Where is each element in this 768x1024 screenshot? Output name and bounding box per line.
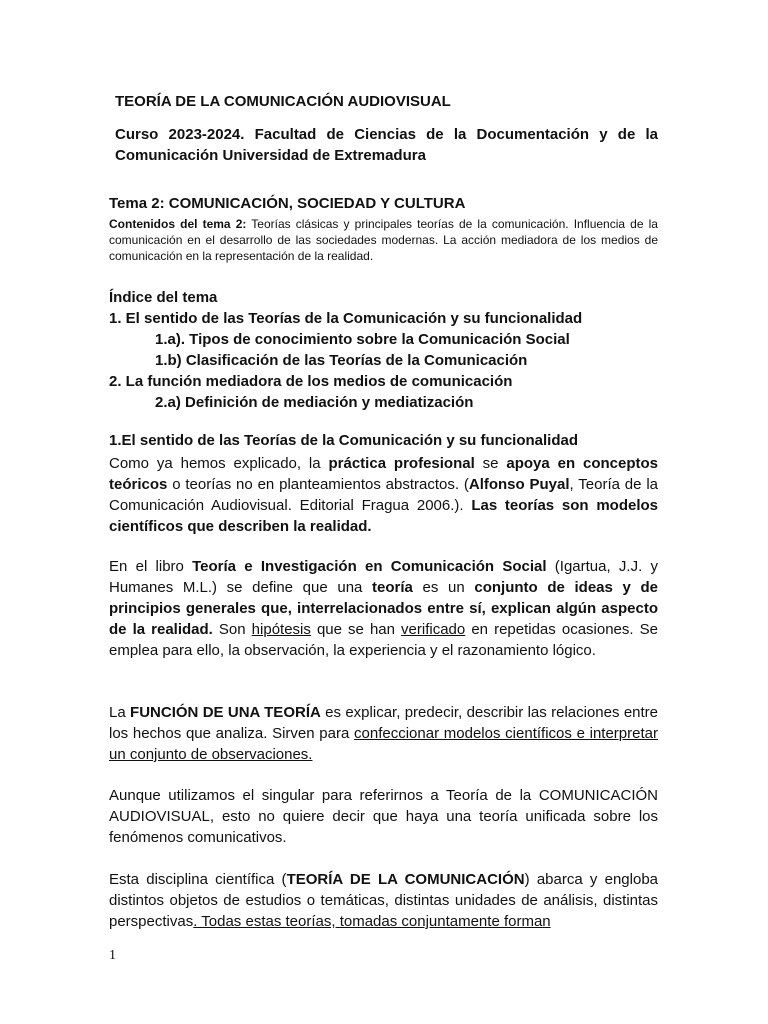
index-item: 2.a) Definición de mediación y mediatización: [155, 394, 474, 411]
bold-run: Alfonso Puyal: [468, 476, 570, 493]
underlined-run: verificado: [401, 621, 466, 638]
text-run: es un: [412, 579, 475, 596]
underlined-run: confeccionar modelos científicos e interpretar un conjunto de observaciones.: [109, 725, 658, 763]
text-run: Esta disciplina científica (: [109, 871, 287, 888]
underlined-run: . Todas estas teorías, tomadas conjuntamente forman: [193, 913, 551, 930]
bold-run: teoría: [372, 579, 413, 596]
contenidos-label: Contenidos del tema 2:: [109, 217, 247, 231]
text-run: que se han: [310, 621, 402, 638]
course-info: Curso 2023-2024. Facultad de Ciencias de la Documentación y de la Comunicación Universidad de Extremadura: [115, 126, 658, 164]
index-item: 2. La función mediadora de los medios de comunicación: [109, 373, 513, 390]
bold-run: apoya en conceptos teóricos: [109, 455, 659, 493]
text-run: , Teoría de la Comunicación Audiovisual. Editorial Fragua 2006.).: [109, 476, 658, 514]
paragraph: [109, 869, 658, 932]
paragraph: [109, 453, 658, 537]
bold-run: conjunto de ideas y de principios generales que, interrelacionados entre sí, explican algún aspecto de la realidad.: [109, 579, 658, 638]
paragraph: [109, 702, 658, 765]
page-number: 1: [109, 948, 116, 963]
text-run: En el libro: [109, 558, 193, 575]
text-run: Son: [212, 621, 252, 638]
index-item: 1.a). Tipos de conocimiento sobre la Comunicación Social: [155, 331, 570, 348]
text-run: (Igartua, J.J. y Humanes M.L.) se define que una: [109, 558, 658, 596]
document-title: TEORÍA DE LA COMUNICACIÓN AUDIOVISUAL: [115, 93, 451, 110]
bold-run: TEORÍA DE LA COMUNICACIÓN: [286, 871, 525, 888]
text-run: o teorías no en planteamientos abstractos. (: [167, 476, 469, 493]
underlined-run: hipótesis: [251, 621, 311, 638]
index-item: 1. El sentido de las Teorías de la Comunicación y su funcionalidad: [109, 310, 583, 327]
text-run: ) abarca y engloba distintos objetos de estudios o temáticas, distintas unidades de análisis, distintas perspectivas: [109, 871, 659, 930]
text-run: en repetidas ocasiones. Se emplea para ello, la observación, la experiencia y el razonamiento lógico.: [109, 621, 658, 659]
bold-run: FUNCIÓN DE UNA TEORÍA: [130, 704, 321, 721]
text-run: se: [474, 455, 507, 472]
paragraph: Aunque utilizamos el singular para referirnos a Teoría de la COMUNICACIÓN AUDIOVISUAL, esto no quiere decir que haya una teoría unificada sobre los fenómenos comunicativos.: [109, 787, 658, 846]
text-run: Como ya hemos explicado, la: [109, 455, 329, 472]
text-run: es explicar, predecir, describir las relaciones entre los hechos que analiza. Sirven para: [109, 704, 659, 742]
index-heading: Índice del tema: [109, 289, 218, 306]
index-item: 1.b) Clasificación de las Teorías de la Comunicación: [155, 352, 528, 369]
tema-contenidos: [109, 216, 658, 264]
section-heading: 1.El sentido de las Teorías de la Comunicación y su funcionalidad: [109, 432, 578, 449]
text-run: La: [109, 704, 131, 721]
bold-run: Teoría e Investigación en Comunicación Social: [192, 558, 547, 575]
tema-title: Tema 2: COMUNICACIÓN, SOCIEDAD Y CULTURA: [109, 195, 466, 212]
index-list: [109, 308, 658, 413]
bold-run: práctica profesional: [328, 455, 475, 472]
bold-run: Las teorías son modelos científicos que describen la realidad.: [109, 497, 658, 535]
contenidos-text: Teorías clásicas y principales teorías de la comunicación. Influencia de la comunicación en el desarrollo de las sociedades modernas. La acción mediadora de los medios de comunicación en la representación de la realidad.: [109, 217, 658, 263]
paragraph: [109, 556, 658, 661]
